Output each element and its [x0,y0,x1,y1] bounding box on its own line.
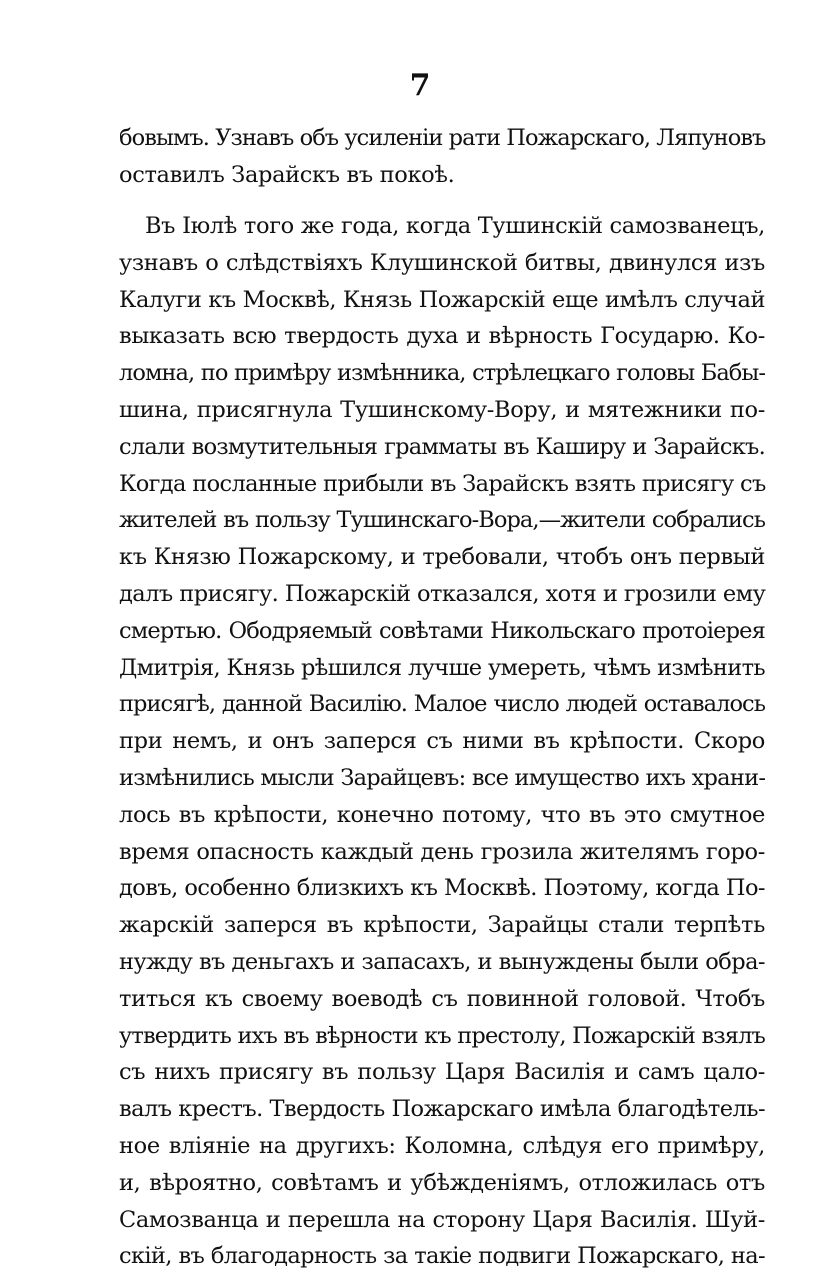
text-line: и, вѣроятно, совѣтамъ и убѣжденіямъ, отложилась отъ [119,1169,765,1196]
text-line: ломна, по примѣру измѣнника, стрѣлецкаго головы Бабы- [119,360,765,387]
text-line: далъ присягу. Пожарскій отказался, хотя и грозили ему [119,580,766,607]
text-line: къ Князю Пожарскому, и требовали, чтобъ онъ первый [119,544,765,571]
text-line: бовымъ. Узнавъ объ усиленіи рати Пожарскаго, Ляпуновъ [119,125,766,151]
text-line: лось въ крѣпости, конечно потому, что въ это смутное [119,801,765,828]
text-line: ное вліяніе на другихъ: Коломна, слѣдуя его примѣру, [119,1132,765,1159]
text-line: выказать всю твердость духа и вѣрность Государю. Ко- [119,323,765,350]
text-line: нужду въ деньгахъ и запасахъ, и вынуждены были обра- [119,948,765,975]
text-line: съ нихъ присягу въ пользу Царя Василія и самъ цало- [119,1059,765,1086]
text-line: довъ, особенно близкихъ къ Москвѣ. Поэтому, когда По- [119,875,765,902]
paragraph-2 [119,208,765,1275]
text-line: Самозванца и перешла на сторону Царя Василія. Шуй- [119,1206,765,1233]
text-line: жарскій заперся въ крѣпости, Зарайцы стали терпѣть [119,912,765,939]
text-line: Въ Іюлѣ того же года, когда Тушинскій самозванецъ, [145,213,765,239]
text-line: Когда посланные прибыли въ Зарайскъ взять присягу съ [119,470,766,497]
paragraph-1 [119,120,765,194]
text-line: время опасность каждый день грозила жителямъ горо- [119,838,765,865]
text-line: Дмитрія, Князь рѣшился лучше умереть, чѣмъ измѣнить [119,654,765,681]
text-line: слали возмутительныя грамматы въ Каширу и Зарайскъ. [119,433,765,460]
text-line: скій, въ благодарность за такіе подвиги Пожарскаго, на- [119,1243,765,1270]
text-line: жителей въ пользу Тушинскаго-Вора,—жители собрались [119,507,765,534]
text-line: валъ крестъ. Твердость Пожарскаго имѣла благодѣтель- [119,1096,765,1123]
text-line: оставилъ Зарайскъ въ покоѣ. [119,161,455,188]
text-line: Калуги къ Москвѣ, Князь Пожарскій еще имѣлъ случай [119,286,765,313]
text-line: смертью. Ободряемый совѣтами Никольскаго протоіерея [119,617,765,644]
text-line: узнавъ о слѣдствіяхъ Клушинской битвы, двинулся изъ [119,249,765,276]
text-line: при немъ, и онъ заперся съ ними въ крѣпости. Скоро [119,728,765,755]
text-line: утвердить ихъ въ вѣрности къ престолу, Пожарскій взялъ [119,1022,765,1049]
text-line: присягѣ, данной Василію. Малое число людей оставалось [119,691,765,718]
page-number: 7 [409,68,431,103]
text-line: шина, присягнула Тушинскому-Вору, и мятежники по- [119,396,765,423]
text-line: титься къ своему воеводѣ съ повинной головой. Чтобъ [119,985,765,1012]
text-line: измѣнились мысли Зарайцевъ: все имущество ихъ храни- [119,764,766,791]
